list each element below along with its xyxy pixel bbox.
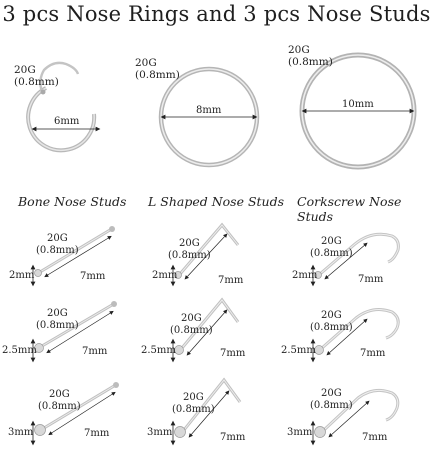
l-row-3-gem: 3mm [147,427,173,438]
category-bone-nose-studs: Bone Nose Studs [18,194,127,209]
l-row-2-thickness: (0.8mm) [170,325,213,336]
ring-3-gauge: 20G [288,44,310,56]
bone-row-1-length: 7mm [80,271,106,282]
ring-1-gauge: 20G [14,64,36,76]
category-corkscrew-nose-studs: Corkscrew Nose Studs [297,194,402,224]
ring-2-diameter: 8mm [196,105,222,116]
ring-3-diameter: 10mm [342,99,374,110]
cork-row-3-gauge-label [310,388,353,412]
l-row-3-thickness: (0.8mm) [172,404,215,415]
bone-row-3-thickness: (0.8mm) [38,401,81,412]
l-row-3-gauge: 20G [182,392,204,403]
bone-row-1-gauge-label [36,233,79,257]
l-row-2-length: 7mm [220,348,246,359]
bone-row-1-gauge: 20G [46,233,68,244]
l-row-2-gauge-label [170,313,213,337]
l-row-1-gauge: 20G [178,238,200,249]
l-row-1-thickness: (0.8mm) [168,250,211,261]
cork-row-3-thickness: (0.8mm) [310,400,353,411]
l-row-2-gauge: 20G [180,313,202,324]
bone-row-2-gauge: 20G [46,308,68,319]
cork-row-2-gauge: 20G [320,310,342,321]
bone-row-3-length: 7mm [84,428,110,439]
ring-1-gauge-label [14,64,59,88]
ring-3-gauge-label [288,44,333,68]
category-l-shaped-nose-studs: L Shaped Nose Studs [148,194,285,209]
cork-row-1-length: 7mm [358,274,384,285]
bone-row-2-thickness: (0.8mm) [36,320,79,331]
ring-2-thickness: (0.8mm) [135,69,180,81]
l-row-1-gauge-label [168,238,211,262]
cork-row-3-gauge: 20G [320,388,342,399]
page-title: 3 pcs Nose Rings and 3 pcs Nose Studs [2,2,431,26]
cork-row-1-gauge: 20G [320,236,342,247]
bone-row-2-gauge-label [36,308,79,332]
l-row-3-length: 7mm [220,432,246,443]
bone-row-3-gauge: 20G [48,389,70,400]
cork-row-3-length: 7mm [362,432,388,443]
ring-1-thickness: (0.8mm) [14,76,59,88]
bone-row-3-gem: 3mm [8,427,34,438]
cork-row-2-length: 7mm [360,348,386,359]
ring-2-gauge-label [135,57,180,81]
cork-row-1-gauge-label [310,236,353,260]
cork-row-1-gem: 2mm [292,270,318,281]
bone-row-2-gem: 2.5mm [2,345,37,356]
l-row-1-length: 7mm [218,275,244,286]
bone-row-1-thickness: (0.8mm) [36,245,79,256]
l-row-1-gem: 2mm [152,270,178,281]
cork-row-3-gem: 3mm [287,427,313,438]
ring-10mm-image [302,55,414,167]
cork-row-1-thickness: (0.8mm) [310,248,353,259]
cork-row-2-gem: 2.5mm [281,345,316,356]
ring-3-thickness: (0.8mm) [288,56,333,68]
cork-row-2-gauge-label [310,310,353,334]
bone-row-3-gauge-label [38,389,81,413]
cork-row-2-thickness: (0.8mm) [310,322,353,333]
ring-8mm-image [161,69,257,165]
ring-2-gauge: 20G [135,57,157,69]
bone-row-2-length: 7mm [82,346,108,357]
l-row-3-gauge-label [172,392,215,416]
l-row-2-gem: 2.5mm [141,345,176,356]
bone-row-1-gem: 2mm [9,270,35,281]
ring-1-diameter: 6mm [54,116,80,127]
